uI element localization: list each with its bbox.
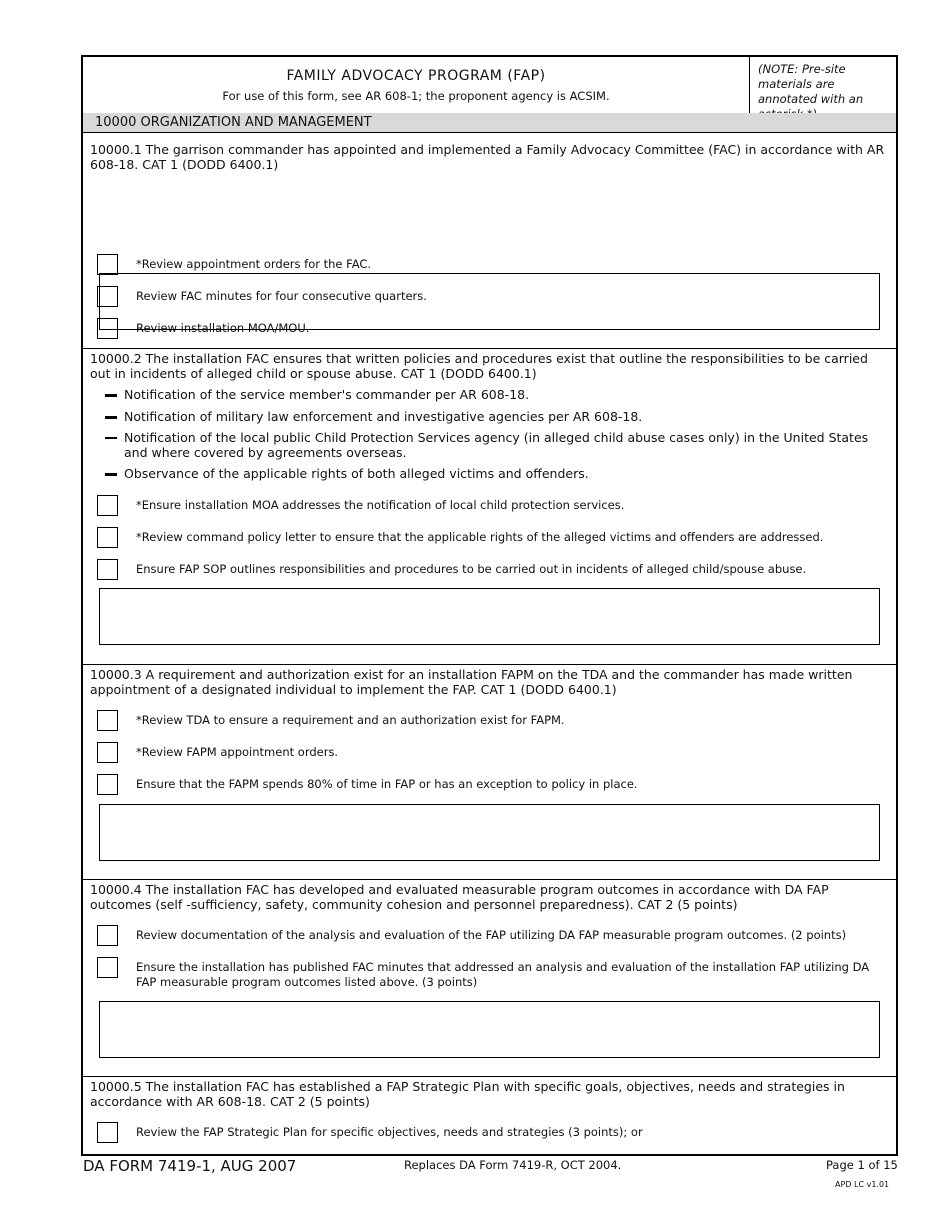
form-id: DA FORM 7419-1, AUG 2007 bbox=[83, 1157, 297, 1175]
replaces-note: Replaces DA Form 7419-R, OCT 2004. bbox=[404, 1158, 622, 1172]
check-label: *Ensure installation MOA addresses the notification of local child protection services. bbox=[136, 498, 625, 512]
checkbox[interactable] bbox=[97, 742, 118, 763]
item-10000-5 bbox=[83, 1077, 896, 1154]
form-header bbox=[83, 57, 896, 114]
form-subtitle: For use of this form, see AR 608-1; the proponent agency is ACSIM. bbox=[222, 89, 610, 103]
check-label: *Review appointment orders for the FAC. bbox=[136, 257, 372, 271]
checkbox[interactable] bbox=[97, 774, 118, 795]
checkbox[interactable] bbox=[97, 710, 118, 731]
checkbox[interactable] bbox=[97, 254, 118, 275]
check-label: Review the FAP Strategic Plan for specific objectives, needs and strategies (3 points); or bbox=[136, 1125, 643, 1139]
check-label: *Review TDA to ensure a requirement and an authorization exist for FAPM. bbox=[136, 713, 565, 727]
check-label: Ensure that the FAPM spends 80% of time in FAP or has an exception to policy in place. bbox=[136, 777, 638, 791]
form-title: FAMILY ADVOCACY PROGRAM (FAP) bbox=[286, 68, 546, 84]
checkbox[interactable] bbox=[97, 1122, 118, 1143]
item-text: 10000.3 A requirement and authorization exist for an installation FAPM on the TDA and the commander has made written appointment of a designated individual to implement the FAP. CAT 1 (DODD 6400.1) bbox=[90, 667, 853, 697]
header-main bbox=[83, 57, 749, 113]
item-text: 10000.4 The installation FAC has developed and evaluated measurable program outcomes in accordance with DA FAP outcomes (self -sufficiency, safety, community cohesion and personnel preparedness). CAT 2 (5 points) bbox=[90, 882, 829, 912]
checkbox[interactable] bbox=[97, 925, 118, 946]
bullet-text: Notification of the service member's commander per AR 608-18. bbox=[124, 387, 530, 402]
remarks-box[interactable] bbox=[99, 273, 880, 330]
presite-note: (NOTE: Pre-site materials are annotated with an bbox=[749, 57, 896, 113]
bullet-text: Observance of the applicable rights of both alleged victims and offenders. bbox=[124, 466, 589, 481]
dash-icon bbox=[105, 473, 117, 476]
checkbox[interactable] bbox=[97, 495, 118, 516]
check-label: *Review command policy letter to ensure that the applicable rights of the alleged victims and offenders are addressed. bbox=[136, 530, 824, 544]
section-title: 10000 ORGANIZATION AND MANAGEMENT bbox=[83, 113, 896, 133]
remarks-box[interactable] bbox=[99, 1001, 880, 1058]
check-label: Ensure the installation has published FAC minutes that addressed an analysis and evaluation of the installation FAP utilizing DA FAP measurable program outcomes listed above. (3 points) bbox=[136, 960, 870, 989]
check-label: Ensure FAP SOP outlines responsibilities and procedures to be carried out in incidents of alleged child/spouse abuse. bbox=[136, 562, 807, 576]
item-text: 10000.1 The garrison commander has appointed and implemented a Family Advocacy Committee (FAC) in accordance with AR 608-18. CAT 1 (DODD 6400.1) bbox=[90, 142, 885, 172]
checkbox[interactable] bbox=[97, 957, 118, 978]
item-text: 10000.2 The installation FAC ensures that written policies and procedures exist that outline the responsibilities to be carried out in incidents of alleged child or spouse abuse. CAT 1 (DODD 6400.1) bbox=[90, 351, 868, 381]
checkbox[interactable] bbox=[97, 527, 118, 548]
dash-icon bbox=[105, 416, 117, 419]
form-frame bbox=[81, 55, 898, 1156]
dash-icon bbox=[105, 394, 117, 397]
item-text: 10000.5 The installation FAC has established a FAP Strategic Plan with specific goals, objectives, needs and strategies in accordance with AR 608-18. CAT 2 (5 points) bbox=[90, 1079, 845, 1109]
check-label: Review FAC minutes for four consecutive quarters. bbox=[136, 289, 427, 303]
check-label: *Review FAPM appointment orders. bbox=[136, 745, 339, 759]
version-label: APD LC v1.01 bbox=[835, 1180, 890, 1189]
page-number: Page 1 of 15 bbox=[826, 1158, 898, 1172]
remarks-box[interactable] bbox=[99, 588, 880, 645]
check-label: Review installation MOA/MOU. bbox=[136, 321, 310, 335]
bullet-text: Notification of military law enforcement and investigative agencies per AR 608-18. bbox=[124, 409, 643, 424]
remarks-box[interactable] bbox=[99, 804, 880, 861]
dash-icon bbox=[105, 437, 117, 439]
bullet-text: Notification of the local public Child Protection Services agency (in alleged child abuse cases only) in the United States and where covered by agreements overseas. bbox=[124, 430, 869, 460]
checkbox[interactable] bbox=[97, 559, 118, 580]
check-label: Review documentation of the analysis and evaluation of the FAP utilizing DA FAP measurable program outcomes. (2 points) bbox=[136, 928, 847, 942]
